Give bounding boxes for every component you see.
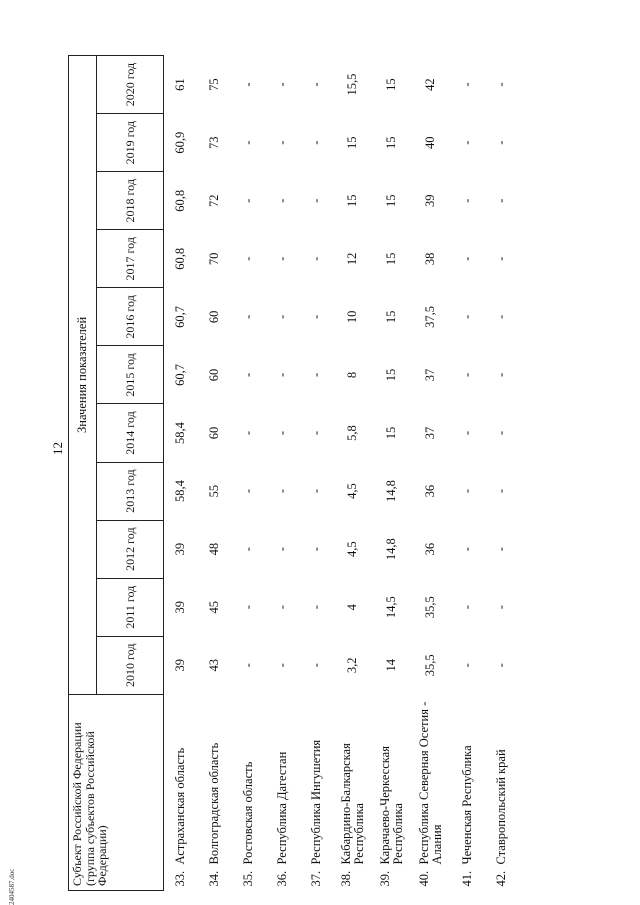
- value-cell: 15: [384, 368, 399, 382]
- row-number: 38.: [338, 870, 353, 887]
- value-cell: -: [309, 140, 323, 145]
- value-cell: 14,8: [384, 538, 399, 561]
- value-cell: 15: [384, 310, 399, 324]
- value-cell: -: [459, 314, 474, 319]
- value-cell: -: [241, 314, 256, 319]
- region-name: Республика Ингушетия: [308, 739, 323, 865]
- value-cell: -: [309, 663, 323, 668]
- value-cell: -: [493, 663, 508, 668]
- value-cell: 4,5: [345, 541, 360, 557]
- year-column-header: 2010 год: [96, 636, 163, 694]
- year-column-header: 2018 год: [96, 172, 163, 230]
- value-cell: 15: [384, 78, 399, 91]
- value-cell: 60,7: [173, 364, 188, 386]
- value-cell: -: [275, 314, 290, 319]
- year-column-header: 2013 год: [96, 462, 163, 520]
- value-cell: 36: [423, 484, 438, 498]
- value-cell: -: [309, 605, 323, 610]
- row-number: 35.: [241, 870, 256, 887]
- value-cell: 60,7: [173, 305, 188, 328]
- region-name-cell: [300, 694, 334, 890]
- table-row: [266, 56, 300, 891]
- value-cell: 61: [173, 78, 188, 91]
- document-footer-code: 2404587.doc: [8, 868, 16, 905]
- value-cell: 55: [207, 484, 222, 498]
- value-cell: -: [241, 140, 256, 145]
- value-cell: -: [275, 547, 290, 552]
- year-column-header: 2017 год: [96, 230, 163, 288]
- value-cell: 5,8: [345, 425, 360, 441]
- table-row: [232, 56, 266, 891]
- value-cell: -: [309, 372, 323, 378]
- value-cell: -: [275, 488, 290, 494]
- table-row: [450, 56, 484, 891]
- rotated-table-wrapper: [68, 55, 548, 891]
- table-row: [333, 56, 372, 891]
- value-cell: -: [459, 140, 474, 145]
- value-cell: 48: [207, 542, 222, 556]
- value-cell: -: [493, 198, 508, 203]
- value-cell: -: [241, 256, 256, 261]
- row-number: 40.: [416, 870, 431, 887]
- value-cell: -: [241, 430, 256, 436]
- value-cell: 42: [423, 78, 438, 91]
- value-cell: 4,5: [345, 483, 360, 499]
- value-cell: -: [241, 198, 256, 203]
- value-cell: 40: [423, 136, 438, 149]
- value-cell: 58,4: [173, 480, 188, 502]
- region-name: Астраханская область: [173, 747, 188, 865]
- year-column-header: 2012 год: [96, 520, 163, 578]
- value-cell: 43: [207, 659, 222, 672]
- value-cell: -: [275, 256, 290, 261]
- value-cell: 60,9: [173, 131, 188, 154]
- value-cell: -: [241, 547, 256, 552]
- value-cell: -: [241, 663, 256, 668]
- value-cell: -: [275, 198, 290, 203]
- value-cell: 8: [345, 371, 360, 379]
- value-cell: 72: [207, 194, 222, 207]
- value-cell: -: [459, 82, 474, 87]
- value-cell: 39: [423, 194, 438, 207]
- value-cell: 15: [345, 136, 360, 149]
- year-column-header: 2016 год: [96, 288, 163, 346]
- value-cell: -: [493, 372, 508, 378]
- table-row: [300, 56, 334, 891]
- value-cell: 70: [207, 252, 222, 266]
- value-cell: 12: [345, 252, 360, 266]
- table-row: [198, 56, 232, 891]
- value-cell: -: [459, 663, 474, 668]
- value-cell: 39: [173, 600, 188, 614]
- value-cell: 14,8: [384, 480, 399, 502]
- region-name-cell: [232, 694, 266, 890]
- value-cell: 60: [207, 310, 222, 324]
- value-cell: -: [309, 314, 323, 319]
- region-name: Волгоградская область: [207, 742, 222, 865]
- table-row: [164, 56, 198, 891]
- value-cell: 45: [207, 600, 222, 614]
- table-row: [484, 56, 518, 891]
- value-cell: 15: [384, 426, 399, 440]
- region-name: Ростовская область: [241, 761, 256, 865]
- value-cell: -: [493, 140, 508, 145]
- value-cell: 35,5: [423, 596, 438, 619]
- value-cell: 75: [207, 78, 222, 91]
- value-cell: -: [493, 256, 508, 261]
- value-cell: -: [459, 372, 474, 378]
- row-number: 42.: [493, 870, 508, 887]
- value-cell: 38: [423, 252, 438, 266]
- value-cell: -: [309, 256, 323, 261]
- value-cell: -: [241, 488, 256, 494]
- value-cell: -: [309, 82, 323, 87]
- value-cell: 39: [173, 659, 188, 672]
- row-number: 41.: [459, 870, 474, 887]
- region-name-cell: [198, 694, 232, 890]
- region-name-cell: [266, 694, 300, 890]
- value-cell: 36: [423, 542, 438, 556]
- value-cell: -: [309, 488, 323, 494]
- region-name: Кабардино-Балкарская Республика: [338, 743, 366, 865]
- value-cell: 15,5: [345, 73, 360, 96]
- value-cell: 35,5: [423, 654, 438, 677]
- value-cell: -: [309, 430, 323, 436]
- value-cell: -: [459, 256, 474, 261]
- region-name: Карачаево-Черкесская Республика: [377, 746, 405, 865]
- value-cell: -: [241, 82, 256, 87]
- value-cell: 73: [207, 136, 222, 149]
- value-cell: 15: [345, 194, 360, 207]
- region-name: Чеченская Республика: [459, 745, 474, 865]
- value-cell: -: [459, 605, 474, 610]
- value-cell: 14: [384, 659, 399, 672]
- value-cell: -: [275, 663, 290, 668]
- region-name-cell: [164, 694, 198, 890]
- row-number: 33.: [173, 870, 188, 887]
- value-cell: 37: [423, 368, 438, 382]
- table-body: [164, 56, 519, 891]
- value-cell: 37,5: [423, 305, 438, 328]
- value-cell: 3,2: [345, 657, 360, 674]
- value-cell: -: [275, 605, 290, 610]
- row-number: 36.: [275, 870, 290, 887]
- value-cell: -: [493, 314, 508, 319]
- value-cell: 60,8: [173, 247, 188, 270]
- value-cell: -: [275, 430, 290, 436]
- value-cell: -: [275, 140, 290, 145]
- value-cell: -: [493, 82, 508, 87]
- value-cell: -: [493, 430, 508, 436]
- region-name-cell: [450, 694, 484, 890]
- value-cell: 60: [207, 368, 222, 382]
- region-name-cell: [372, 694, 411, 890]
- value-cell: -: [241, 372, 256, 378]
- value-cell: -: [459, 488, 474, 494]
- value-cell: -: [309, 547, 323, 552]
- region-name-cell: [333, 694, 372, 890]
- row-number: 37.: [308, 870, 323, 887]
- year-column-header: 2011 год: [96, 578, 163, 636]
- value-cell: -: [459, 547, 474, 552]
- value-cell: -: [459, 430, 474, 436]
- value-cell: -: [459, 198, 474, 203]
- region-name: Республика Северная Осетия - Алания: [416, 701, 444, 865]
- value-cell: 39: [173, 542, 188, 556]
- subject-column-header: Субъект Российской Федерации (группа субъектов Российской Федерации): [69, 694, 164, 890]
- values-group-header: Значения показателей: [69, 56, 97, 695]
- row-number: 39.: [377, 870, 392, 887]
- value-cell: 4: [345, 604, 360, 611]
- value-cell: 14,5: [384, 596, 399, 619]
- value-cell: -: [493, 488, 508, 494]
- value-cell: 10: [345, 310, 360, 324]
- value-cell: 60: [207, 426, 222, 440]
- region-name-cell: [411, 694, 450, 890]
- year-column-header: 2014 год: [96, 404, 163, 462]
- value-cell: 15: [384, 252, 399, 266]
- year-column-header: 2020 год: [96, 56, 163, 114]
- value-cell: -: [493, 605, 508, 610]
- value-cell: -: [241, 605, 256, 610]
- value-cell: -: [275, 82, 290, 87]
- value-cell: -: [309, 198, 323, 203]
- year-column-header: 2015 год: [96, 346, 163, 404]
- region-name-cell: [484, 694, 518, 890]
- value-cell: 15: [384, 136, 399, 149]
- value-cell: -: [493, 547, 508, 552]
- year-column-header: 2019 год: [96, 114, 163, 172]
- value-cell: -: [275, 372, 290, 378]
- region-name: Ставропольский край: [493, 749, 508, 865]
- value-cell: 37: [423, 426, 438, 440]
- page-number: 12: [50, 442, 65, 455]
- value-cell: 60,8: [173, 189, 188, 212]
- row-number: 34.: [207, 870, 222, 887]
- value-cell: 15: [384, 194, 399, 207]
- table-row: [411, 56, 450, 891]
- table-row: [372, 56, 411, 891]
- value-cell: 58,4: [173, 422, 188, 444]
- region-name: Республика Дагестан: [275, 751, 290, 865]
- indicators-table: [68, 55, 518, 891]
